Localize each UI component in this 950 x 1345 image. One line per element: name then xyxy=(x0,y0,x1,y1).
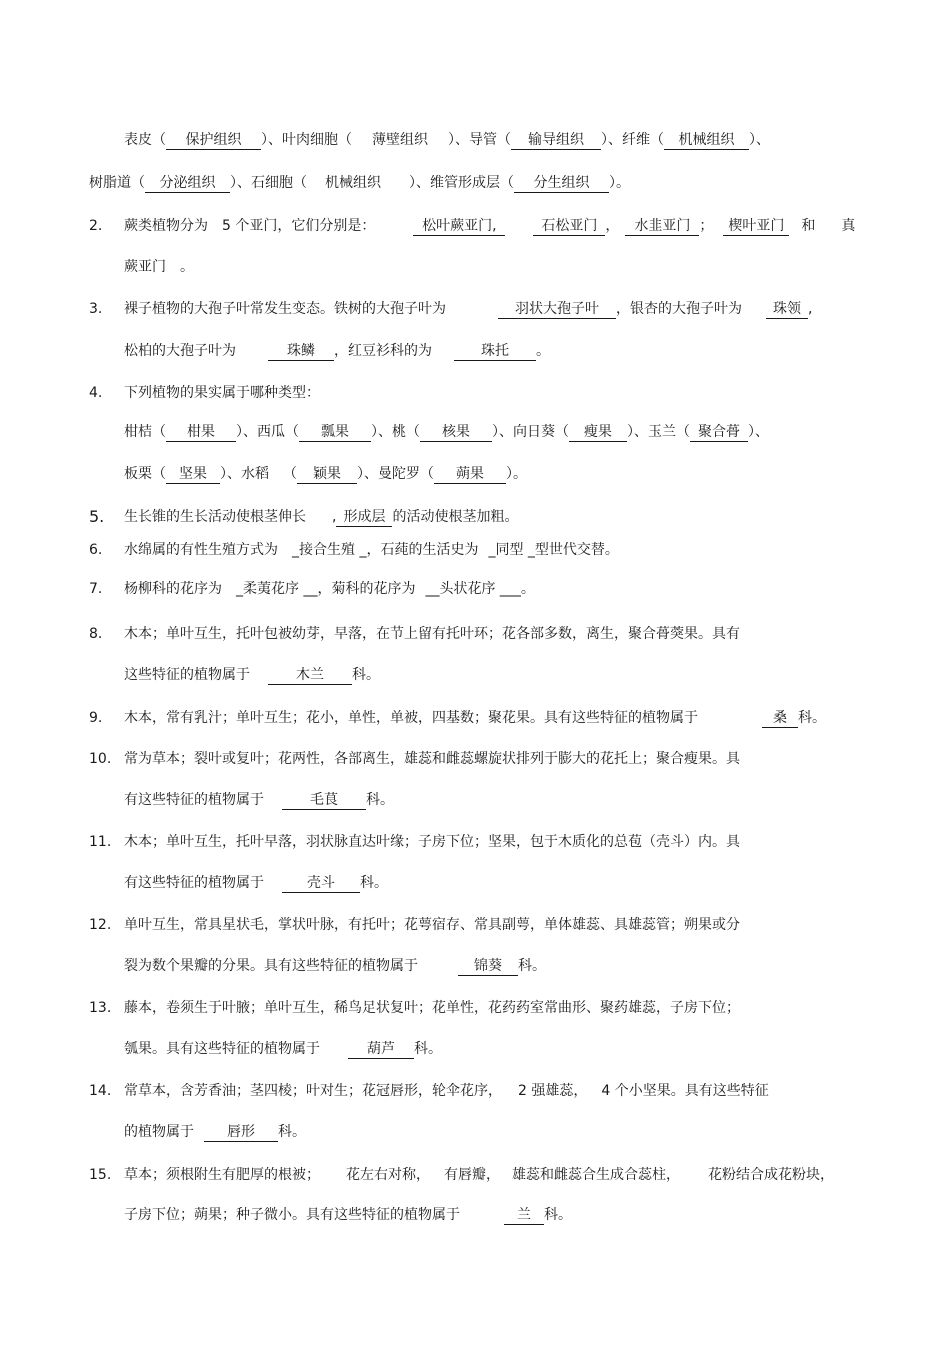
text: , xyxy=(332,509,337,525)
answer-blank: 分泌组织 xyxy=(145,175,230,193)
answer-text: _柔荑花序 __，菊科的花序为 xyxy=(236,581,416,597)
text: 科。 xyxy=(798,710,826,726)
text: 松柏的大孢子叶为 xyxy=(124,343,236,359)
answer-blank: 唇形 xyxy=(204,1124,278,1142)
question-11-line-2 xyxy=(124,874,388,893)
text: ）、桃（ xyxy=(371,424,420,440)
text: 子房下位；蒴果；种子微小。具有这些特征的植物属于 xyxy=(124,1207,460,1223)
text: ）、 xyxy=(748,424,769,440)
answer-blank: 颖果 xyxy=(297,466,357,484)
question-5-line xyxy=(124,508,518,527)
question-6-line xyxy=(124,541,619,559)
question-3-line-2 xyxy=(124,342,550,361)
question-2-line-2 xyxy=(124,258,194,276)
answer-blank: 珠鳞 xyxy=(268,343,334,361)
answer-blank: 柑果 xyxy=(166,424,236,442)
text: 有唇瓣， xyxy=(444,1167,500,1183)
text: 科。 xyxy=(414,1041,442,1057)
answer-blank: 葫芦 xyxy=(348,1041,414,1059)
text: ，红豆衫科的为 xyxy=(334,343,432,359)
answer-text: _接合生殖 _，石莼的生活史为 xyxy=(292,542,479,558)
text: ）、纤维（ xyxy=(601,132,664,148)
answer-text: __头状花序 ___。 xyxy=(425,581,535,597)
text: （ xyxy=(283,466,297,482)
text: 雄蕊和雌蕊合生成合蕊柱， xyxy=(512,1167,680,1183)
answer-blank: 水韭亚门 xyxy=(625,218,699,236)
text: 真 xyxy=(841,218,856,234)
question-number: 9. xyxy=(89,710,103,726)
answer-blank: 输导组织 xyxy=(511,132,601,150)
question-4-line-3 xyxy=(124,465,527,484)
answer-blank: 珠托 xyxy=(454,343,536,361)
line-tissues-2 xyxy=(89,174,630,193)
question-15-line-2 xyxy=(124,1206,572,1225)
text: 花左右对称， xyxy=(346,1167,430,1183)
text: ）、向日葵（ xyxy=(492,424,569,440)
text: 有这些特征的植物属于 xyxy=(124,875,264,891)
question-8-line-2 xyxy=(124,666,380,685)
text: 科。 xyxy=(360,875,388,891)
text: 水绵属的有性生殖方式为 xyxy=(124,542,278,558)
text: 裸子植物的大孢子叶常发生变态。铁树的大孢子叶为 xyxy=(124,301,446,317)
text: ，银杏的大孢子叶为 xyxy=(616,301,742,317)
question-13-line-2 xyxy=(124,1040,442,1059)
answer-blank: 楔叶亚门 xyxy=(723,218,789,236)
question-15-line-1 xyxy=(124,1166,834,1184)
text: 草本；须根附生有肥厚的根被； xyxy=(124,1167,320,1183)
text: 裂为数个果瓣的分果。具有这些特征的植物属于 xyxy=(124,958,418,974)
text: 这些特征的植物属于 xyxy=(124,667,250,683)
text: 和 xyxy=(801,218,816,234)
answer-blank: 松叶蕨亚门, xyxy=(413,218,505,236)
text: 常草本，含芳香油；茎四棱；叶对生；花冠唇形，轮伞花序， xyxy=(124,1083,502,1099)
question-8-line-1: 木本；单叶互生，托叶包被幼芽，早落，在节上留有托叶环；花各部多数，离生，聚合蓇葖果。具有 xyxy=(124,626,740,642)
answer-blank: 木兰 xyxy=(268,667,352,685)
text: 花粉结合成花粉块， xyxy=(708,1167,834,1183)
answer-blank: 桑 xyxy=(762,710,798,728)
answer-text: 机械组织 xyxy=(325,175,381,191)
text: 科。 xyxy=(366,792,394,808)
answer-blank: 兰 xyxy=(504,1207,544,1225)
question-number: 7. xyxy=(89,581,103,597)
text: ）、水稻 xyxy=(220,466,269,482)
question-number: 6. xyxy=(89,542,103,558)
text: ）、叶肉细胞（ xyxy=(261,132,352,148)
answer-blank: 毛茛 xyxy=(282,792,366,810)
text: ； xyxy=(699,218,714,234)
question-12-line-2 xyxy=(124,957,546,976)
question-number: 2. xyxy=(89,218,103,234)
text: ）、 xyxy=(749,132,770,148)
answer-blank: 形成层 xyxy=(336,509,392,527)
question-3-line-1 xyxy=(124,300,812,319)
text: 木本，常有乳汁；单叶互生；花小，单性，单被，四基数；聚花果。具有这些特征的植物属于 xyxy=(124,710,698,726)
question-10-line-1: 常为草本；裂叶或复叶；花两性，各部离生，雄蕊和雌蕊螺旋状排列于膨大的花托上；聚合瘦果。具 xyxy=(124,751,740,767)
answer-blank: 核果 xyxy=(420,424,492,442)
text: 。 xyxy=(180,259,194,275)
answer-blank: 锦葵 xyxy=(458,958,518,976)
text: 表皮（ xyxy=(124,132,166,148)
question-number: 10. xyxy=(89,751,112,767)
answer-blank: 石松亚门 xyxy=(533,218,605,236)
answer-blank: 瓢果 xyxy=(299,424,371,442)
text: 板栗（ xyxy=(124,466,166,482)
text: 有这些特征的植物属于 xyxy=(124,792,264,808)
answer-blank: 瘦果 xyxy=(569,424,627,442)
question-11-line-1: 木本；单叶互生，托叶早落，羽状脉直达叶缘；子房下位；坚果，包于木质化的总苞（壳斗）内。具 xyxy=(124,834,740,850)
question-number: 3. xyxy=(89,301,103,317)
answer-blank: 珠领 xyxy=(766,301,808,319)
answer-blank: 蒴果 xyxy=(434,466,506,484)
text: ）、石细胞（ xyxy=(230,175,307,191)
text: ）、维管形成层（ xyxy=(409,175,514,191)
text: 生长锥的生长活动使根茎伸长 xyxy=(124,509,306,525)
text: ）、导管（ xyxy=(448,132,511,148)
question-14-line-2 xyxy=(124,1123,306,1142)
answer-blank: 机械组织 xyxy=(664,132,749,150)
text: ）。 xyxy=(609,175,630,191)
text: 树脂道（ xyxy=(89,175,145,191)
text: 蕨类植物分为 xyxy=(124,218,208,234)
text: ）、西瓜（ xyxy=(236,424,299,440)
question-13-line-1: 藤本，卷须生于叶腋；单叶互生，稀鸟足状复叶；花单性，花药药室常曲形、聚药雄蕊，子房下位； xyxy=(124,1000,740,1016)
question-9-line xyxy=(124,709,826,728)
question-4-line-2 xyxy=(124,423,769,442)
text: 瓠果。具有这些特征的植物属于 xyxy=(124,1041,320,1057)
text: 柑桔（ xyxy=(124,424,166,440)
question-2-line-1 xyxy=(124,217,855,236)
answer-text: _同型 _型世代交替。 xyxy=(488,542,619,558)
question-number: 5. xyxy=(89,507,105,526)
answer-text: 薄壁组织 xyxy=(372,132,428,148)
text: 科。 xyxy=(352,667,380,683)
question-number: 14. xyxy=(89,1083,112,1099)
question-12-line-1: 单叶互生，常具星状毛，掌状叶脉，有托叶；花萼宿存、常具副萼，单体雄蕊、具雄蕊管；朔果或分 xyxy=(124,917,740,933)
answer-blank: 坚果 xyxy=(166,466,220,484)
text: 5 个亚门，它们分别是： xyxy=(222,218,376,234)
answer-blank: 聚合蓇 xyxy=(690,424,748,442)
text: 科。 xyxy=(278,1124,306,1140)
question-number: 15. xyxy=(89,1167,112,1183)
text: , xyxy=(808,301,813,317)
text: ， xyxy=(605,218,620,234)
text: ）。 xyxy=(506,466,527,482)
question-10-line-2 xyxy=(124,791,394,810)
answer-text: 蕨亚门 xyxy=(124,259,166,275)
question-number: 4. xyxy=(89,385,103,401)
line-tissues-1 xyxy=(124,131,770,150)
text: ）、曼陀罗（ xyxy=(357,466,434,482)
text: 。 xyxy=(536,343,550,359)
answer-blank: 羽状大孢子叶 xyxy=(498,301,616,319)
answer-blank: 壳斗 xyxy=(282,875,360,893)
question-number: 8. xyxy=(89,626,103,642)
question-number: 13. xyxy=(89,1000,112,1016)
text: 科。 xyxy=(518,958,546,974)
text: 2 强雄蕊， xyxy=(518,1083,588,1099)
question-number: 12. xyxy=(89,917,112,933)
text: 4 个小坚果。具有这些特征 xyxy=(601,1083,769,1099)
answer-blank: 保护组织 xyxy=(166,132,261,150)
text: 的植物属于 xyxy=(124,1124,194,1140)
text: 科。 xyxy=(544,1207,572,1223)
answer-blank: 分生组织 xyxy=(514,175,609,193)
text: ）、玉兰（ xyxy=(627,424,690,440)
question-7-line xyxy=(124,580,535,598)
question-number: 11. xyxy=(89,834,112,850)
text: 的活动使根茎加粗。 xyxy=(392,509,519,525)
question-14-line-1 xyxy=(124,1082,769,1100)
question-4-line-1: 下列植物的果实属于哪种类型： xyxy=(124,385,320,401)
text: 杨柳科的花序为 xyxy=(124,581,222,597)
